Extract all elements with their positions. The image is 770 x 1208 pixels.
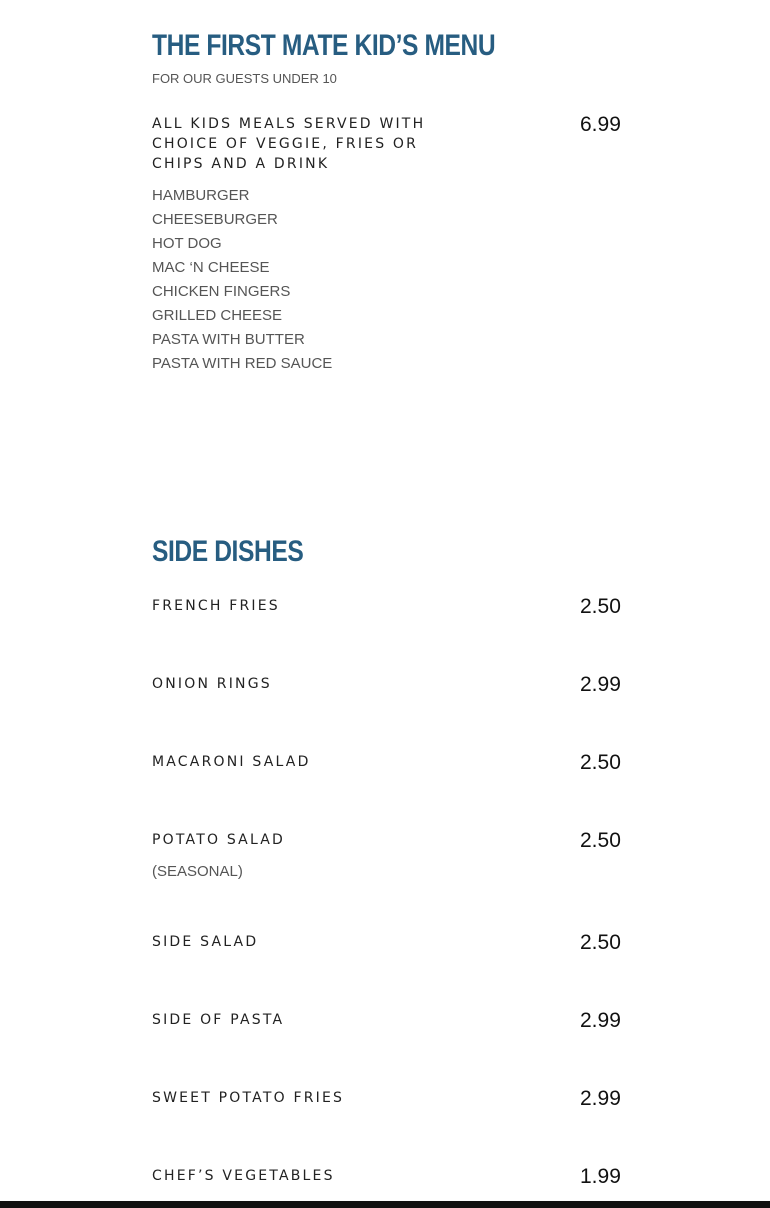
side-price-french-fries: 2.50 (580, 595, 621, 618)
side-dishes-title: SIDE DISHES (152, 535, 304, 568)
side-item-macaroni-salad: MACARONI SALAD (152, 754, 311, 770)
side-note-potato-salad: (SEASONAL) (152, 863, 243, 880)
kids-menu-list (152, 184, 332, 376)
side-price-macaroni-salad: 2.50 (580, 751, 621, 774)
side-item-sweet-potato-fries: SWEET POTATO FRIES (152, 1090, 345, 1106)
side-price-side-of-pasta: 2.99 (580, 1009, 621, 1032)
side-price-sweet-potato-fries: 2.99 (580, 1087, 621, 1110)
kids-meal-price: 6.99 (580, 113, 621, 136)
list-item: HAMBURGER (152, 187, 250, 204)
list-item: PASTA WITH RED SAUCE (152, 355, 333, 372)
list-item: GRILLED CHEESE (152, 307, 283, 324)
side-price-potato-salad: 2.50 (580, 829, 621, 852)
bottom-border (0, 1201, 770, 1208)
list-item: PASTA WITH BUTTER (152, 331, 305, 348)
kids-menu-subtitle: FOR OUR GUESTS UNDER 10 (152, 71, 337, 86)
side-price-side-salad: 2.50 (580, 931, 621, 954)
list-item: CHICKEN FINGERS (152, 283, 291, 300)
side-price-onion-rings: 2.99 (580, 673, 621, 696)
side-item-potato-salad: POTATO SALAD (152, 832, 286, 848)
side-item-french-fries: FRENCH FRIES (152, 598, 280, 614)
side-item-chefs-vegetables: CHEF’S VEGETABLES (152, 1168, 335, 1184)
list-item: HOT DOG (152, 235, 222, 252)
side-item-onion-rings: ONION RINGS (152, 676, 272, 692)
list-item: MAC ‘N CHEESE (152, 259, 270, 276)
kids-menu-title: THE FIRST MATE KID’S MENU (152, 29, 496, 62)
side-price-chefs-vegetables: 1.99 (580, 1165, 621, 1188)
side-item-side-of-pasta: SIDE OF PASTA (152, 1012, 285, 1028)
list-item: CHEESEBURGER (152, 211, 278, 228)
side-item-side-salad: SIDE SALAD (152, 934, 259, 950)
kids-meal-description: ALL KIDS MEALS SERVED WITH CHOICE OF VEGGIE, FRIES OR CHIPS AND A DRINK (152, 116, 426, 172)
